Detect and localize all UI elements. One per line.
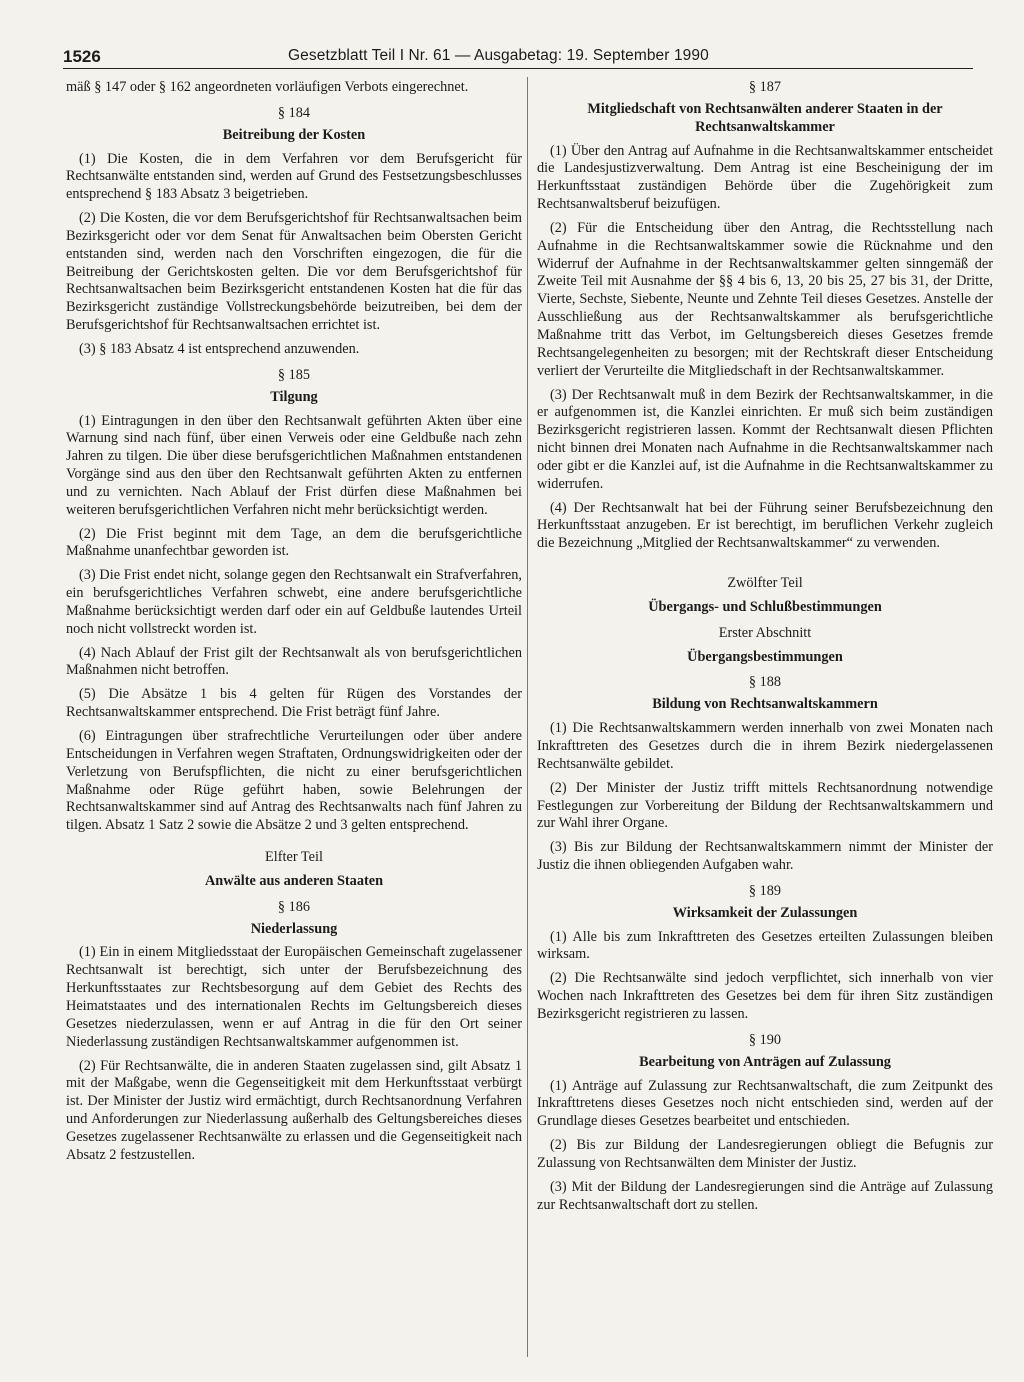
- paragraph: (4) Der Rechtsanwalt hat bei der Führung seiner Berufsbezeichnung den Herkunftsstaat anzugeben. Er ist berechtigt, im beruflichen Verkehr zugleich die Bezeichnung „Mitglied der Rechtsanwaltskammer“ zu verwenden.: [537, 499, 993, 552]
- chapter-title: Übergangsbestimmungen: [687, 648, 843, 665]
- paragraph: (1) Die Kosten, die in dem Verfahren vor dem Berufsgericht für Rechtsanwälte entstanden sind, werden auf Grund des Festsetzungsbeschlusses entsprechend § 183 Absatz 3 beigetrieben.: [66, 150, 522, 203]
- paragraph: (2) Für die Entscheidung über den Antrag, die Rechtsstellung nach Aufnahme in die Rechtsanwaltskammer sowie die Rücknahme und den Widerruf der Aufnahme in der Rechtsanwaltskammer gelten sinngemäß der Zweite Teil mit Ausnahme der §§ 4 bis 6, 13, 20 bis 25, 27 bis 31, der Dritte, Vierte, Sechste, Siebente, Neunte und Zehnte Teil dieses Gesetzes. Anstelle der Ausschließung aus der Rechtsanwaltskammer als berufsgerichtliche Maßnahme tritt das Verbot, im Geltungsbereich dieses Gesetzes fremde Rechtsangelegenheiten zu besorgen; mit der Rechtskraft dieser Entscheidung verliert der Verurteilte die Mitgliedschaft in der Rechtsanwaltskammer.: [537, 219, 993, 379]
- chapter-label: Erster Abschnitt: [718, 624, 812, 641]
- paragraph: (2) Die Rechtsanwälte sind jedoch verpflichtet, sich innerhalb von vier Wochen nach Inkrafttreten des Gesetzes bei dem für ihren Sitz zuständigen Bezirksgericht registrieren zu lassen.: [537, 970, 993, 1022]
- part-label: Zwölfter Teil: [727, 575, 803, 592]
- section-title: Tilgung: [270, 388, 318, 405]
- section-number: § 184: [277, 104, 311, 121]
- paragraph-continuation: mäß § 147 oder § 162 angeordneten vorläufigen Verbots eingerechnet.: [66, 79, 469, 95]
- section-number: § 185: [277, 366, 311, 383]
- paragraph: (2) Bis zur Bildung der Landesregierungen obliegt die Befugnis zur Zulassung von Rechtsanwälten dem Minister der Justiz.: [537, 1137, 993, 1171]
- paragraph: (5) Die Absätze 1 bis 4 gelten für Rügen des Vorstandes der Rechtsanwaltskammer entsprechend. Die Frist beträgt fünf Jahre.: [66, 686, 522, 721]
- left-column: [66, 79, 522, 1171]
- paragraph: (1) Die Rechtsanwaltskammern werden innerhalb von zwei Monaten nach Inkrafttreten des Gesetzes durch die in ihrem Bezirk niedergelassenen Rechtsanwälte gebildet.: [537, 720, 993, 772]
- right-column: [537, 79, 993, 1220]
- section-title: Bearbeitung von Anträgen auf Zulassung: [639, 1053, 891, 1070]
- section-number: § 188: [748, 674, 782, 691]
- paragraph: (3) Die Frist endet nicht, solange gegen den Rechtsanwalt ein Strafverfahren, ein berufsgerichtliches Verfahren schwebt, eine andere berufsgerichtliche Maßnahme berücksichtigt werden darf oder ein auf Geldbuße lautendes Urteil noch nicht vollstreckt worden ist.: [66, 567, 522, 637]
- section-number: § 186: [277, 898, 311, 915]
- section-title: Wirksamkeit der Zulassungen: [672, 904, 858, 921]
- part-title: Anwälte aus anderen Staaten: [204, 872, 384, 889]
- paragraph: (3) § 183 Absatz 4 ist entsprechend anzuwenden.: [79, 340, 360, 357]
- column-divider: [527, 77, 528, 1357]
- section-number: § 190: [748, 1031, 782, 1048]
- paragraph: (3) Bis zur Bildung der Rechtsanwaltskammern nimmt der Minister der Justiz die ihnen obliegenden Aufgaben wahr.: [537, 839, 993, 874]
- paragraph: (1) Eintragungen in den über den Rechtsanwalt geführten Akten über eine Warnung sind nach fünf, über einen Verweis oder eine Geldbuße nach zehn Jahren zu tilgen. Die über diese berufsgerichtlichen Maßnahmen entstandenen Vorgänge sind aus den über den Rechtsanwalt geführten Akten zu entfernen und zu vernichten. Nach Ablauf der Frist dürfen diese Maßnahmen bei weiteren berufsgerichtlichen Verfahren nicht mehr berücksichtigt werden.: [66, 412, 522, 518]
- paragraph: (1) Anträge auf Zulassung zur Rechtsanwaltschaft, die zum Zeitpunkt des Inkrafttretens dieses Gesetzes noch nicht entschieden sind, werden auf der Grundlage dieses Gesetzes bearbeitet und entschieden.: [537, 1077, 993, 1130]
- page-header: [63, 42, 973, 69]
- section-title: Beitreibung der Kosten: [222, 126, 366, 143]
- paragraph: (4) Nach Ablauf der Frist gilt der Rechtsanwalt als von berufsgerichtlichen Maßnahmen nicht betroffen.: [66, 644, 522, 679]
- paragraph: (3) Mit der Bildung der Landesregierungen sind die Anträge auf Zulassung zur Rechtsanwaltschaft dort zu stellen.: [537, 1178, 993, 1213]
- section-number: § 189: [748, 882, 782, 899]
- paragraph: (2) Die Kosten, die vor dem Berufsgerichtshof für Rechtsanwaltsachen beim Bezirksgericht oder vor dem Senat für Anwaltsachen beim Obersten Gericht entstanden sind, werden nach den Vorschriften eingezogen, die für die Beitreibung der Gerichtskosten gelten. Die vor dem Berufsgerichtshof für Rechtsanwaltsachen beim Bezirksgericht entstandenen Kosten hat die für das Bezirksgericht zuständige Vollstreckungsbehörde beizutreiben, bei dem der Berufsgerichtshof für Rechtsanwaltsachen errichtet ist.: [66, 210, 522, 334]
- part-label: Elfter Teil: [265, 849, 323, 866]
- section-number: § 187: [748, 79, 782, 95]
- paragraph: (1) Über den Antrag auf Aufnahme in die Rechtsanwaltskammer entscheidet die Landesjustizverwaltung. Dem Antrag ist eine Bescheinigung der im Herkunftsstaat zuständigen Behörde über die Zugehörigkeit zum Rechtsanwaltsberuf beizufügen.: [537, 142, 993, 213]
- paragraph: (2) Die Frist beginnt mit dem Tage, an dem die berufsgerichtliche Maßnahme unanfechtbar geworden ist.: [66, 525, 522, 560]
- paragraph: (2) Der Minister der Justiz trifft mittels Rechtsanordnung notwendige Festlegungen zur Vorbereitung der Bildung der Rechtsanwaltskammern und zur Wahl ihrer Organe.: [537, 779, 993, 832]
- part-title: Übergangs- und Schlußbestimmungen: [648, 598, 882, 615]
- section-title: Mitgliedschaft von Rechtsanwälten anderer Staaten in der Rechtsanwaltskammer: [587, 100, 943, 135]
- running-title: Gesetzblatt Teil I Nr. 61 — Ausgabetag: 19. September 1990: [288, 47, 709, 64]
- paragraph: (3) Der Rechtsanwalt muß in dem Bezirk der Rechtsanwaltskammer, in die er aufgenommen ist, die Kanzlei einrichten. Er muß sich beim zuständigen Bezirksgericht registrieren lassen. Kommt der Rechtsanwalt diesen Pflichten nicht binnen drei Monaten nach Aufnahme in die Rechtsanwaltskammer nach oder gibt er die Kanzlei auf, ist die Aufnahme in die Rechtsanwaltskammer zu widerrufen.: [537, 386, 993, 492]
- paragraph: (6) Eintragungen über strafrechtliche Verurteilungen oder über andere Entscheidungen in Verfahren wegen Straftaten, Ordnungswidrigkeiten oder der Verletzung von Berufspflichten, die nicht zu einer berufsgerichtlichen Maßnahme oder Rüge geführt haben, sowie Belehrungen der Rechtsanwaltskammer sind auf Antrag des Rechtsanwalts nach fünf Jahren zu tilgen. Absatz 1 Satz 2 sowie die Absätze 2 und 3 gelten entsprechend.: [66, 728, 522, 834]
- page-number: 1526: [63, 47, 101, 66]
- section-title: Niederlassung: [250, 920, 338, 937]
- paragraph: (1) Alle bis zum Inkrafttreten des Gesetzes erteilten Zulassungen bleiben wirksam.: [537, 928, 993, 963]
- paragraph: (1) Ein in einem Mitgliedsstaat der Europäischen Gemeinschaft zugelassener Rechtsanwalt ist berechtigt, sich unter der Berufsbezeichnung des Herkunftsstaates zur Rechtsbesorgung auf dem Gebiet des Rechts des Heimatstaates und des internationalen Rechts im Geltungsbereich dieses Gesetzes niederzulassen, wenn er auf Antrag in die für den Ort seiner Niederlassung zuständigen Rechtsanwaltskammer aufgenommen ist.: [66, 944, 522, 1050]
- paragraph: (2) Für Rechtsanwälte, die in anderen Staaten zugelassen sind, gilt Absatz 1 mit der Maßgabe, wenn die Gegenseitigkeit mit dem Herkunftsstaat verbürgt ist. Der Minister der Justiz wird ermächtigt, durch Rechtsanordnung Verfahren und Anforderungen zur Niederlassung außerhalb des Geltungsbereiches dieses Gesetzes zugelassener Rechtsanwälte zu erlassen und die Gegenseitigkeit nach Absatz 2 festzustellen.: [66, 1057, 522, 1163]
- section-title: Bildung von Rechtsanwaltskammern: [652, 696, 878, 713]
